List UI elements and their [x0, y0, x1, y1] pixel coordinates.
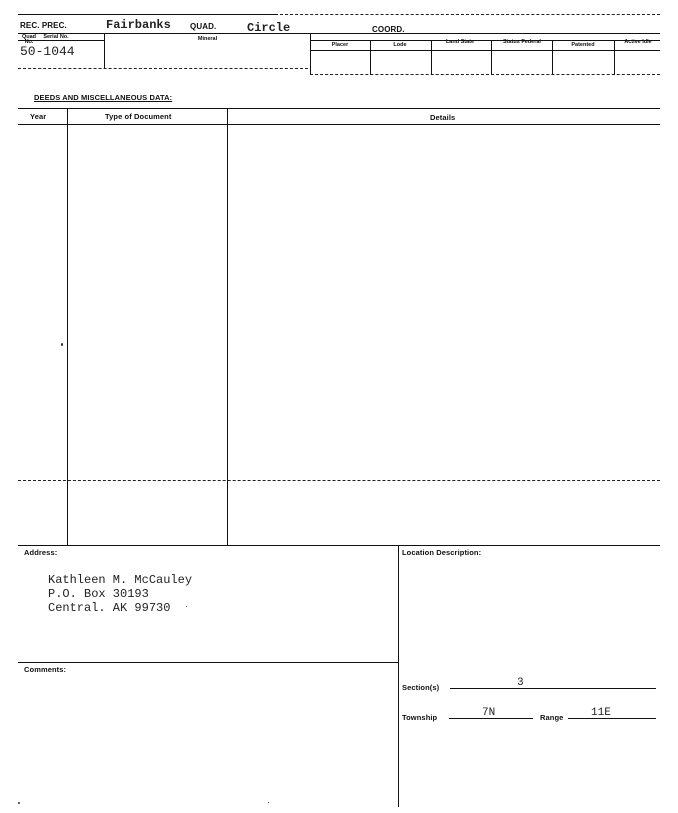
- deeds-top-rule: [18, 108, 660, 109]
- ink-speck: [18, 802, 20, 804]
- placer-label: Placer: [331, 42, 349, 48]
- mineral-label: Mineral: [197, 36, 218, 42]
- col-divider: [370, 40, 371, 75]
- col-divider: [431, 40, 432, 75]
- status-sub-rule: [310, 50, 660, 51]
- deeds-dashed-rule: [18, 480, 660, 481]
- township-label: Township: [402, 713, 438, 722]
- serial-no-label: Serial No.: [43, 34, 69, 40]
- address-label: Address:: [24, 548, 58, 557]
- range-label: Range: [540, 713, 564, 722]
- comments-top-rule: [18, 662, 398, 663]
- deeds-bottom-rule: [18, 545, 660, 546]
- header-bottom-dashed-rule: [18, 68, 308, 69]
- coord-label: COORD.: [372, 25, 405, 34]
- patented-label: Patented: [571, 42, 595, 48]
- col-divider: [614, 40, 615, 75]
- comments-label: Comments:: [24, 665, 67, 674]
- status-bottom-dashed-rule: [310, 74, 660, 75]
- header-top-dashed-rule: [280, 14, 660, 15]
- section-value-line: [450, 688, 656, 689]
- township-value: 7N: [482, 707, 496, 719]
- location-description-label: Location Description:: [402, 548, 482, 557]
- section-value: 3: [517, 677, 524, 689]
- address-line-name: Kathleen M. McCauley: [48, 573, 193, 587]
- address-line-city: Central. AK 99730: [48, 601, 171, 615]
- deeds-col-type: Type of Document: [105, 112, 172, 121]
- col-divider: [552, 40, 553, 75]
- record-number: 50-1044: [20, 44, 75, 59]
- col-divider: [310, 33, 311, 75]
- col-divider: [104, 33, 105, 69]
- status-top-rule: [310, 40, 660, 41]
- address-location-divider: [398, 545, 399, 807]
- section-label: Section(s): [402, 683, 440, 692]
- rec-prec-label: REC. PREC.: [20, 21, 67, 30]
- quad-serial-rule: [18, 40, 104, 41]
- col-divider: [491, 40, 492, 75]
- quad-no-label: Quad No.: [21, 34, 37, 45]
- deeds-col-year: Year: [30, 112, 47, 121]
- land-state-label: Land State: [445, 39, 475, 45]
- address-block: [48, 573, 192, 615]
- deeds-col-details: Details: [430, 113, 456, 122]
- header-row-rule: [18, 33, 660, 34]
- range-value-line: [568, 718, 656, 719]
- quad-value: Circle: [247, 21, 291, 35]
- header-top-rule: [18, 14, 278, 15]
- ink-speck: [268, 802, 269, 803]
- ink-speck: [61, 343, 63, 346]
- deeds-header-rule: [18, 124, 660, 125]
- deeds-section-title: DEEDS AND MISCELLANEOUS DATA:: [34, 93, 173, 102]
- ink-speck: [186, 606, 187, 607]
- range-value: 11E: [591, 707, 611, 719]
- active-idle-label: Active Idle: [624, 39, 652, 45]
- address-line-po-box: P.O. Box 30193: [48, 587, 149, 601]
- rec-prec-value: Fairbanks: [106, 18, 171, 32]
- quad-label: QUAD.: [190, 22, 217, 31]
- status-federal-label: Status Federal: [503, 39, 541, 45]
- lode-label: Lode: [393, 42, 407, 48]
